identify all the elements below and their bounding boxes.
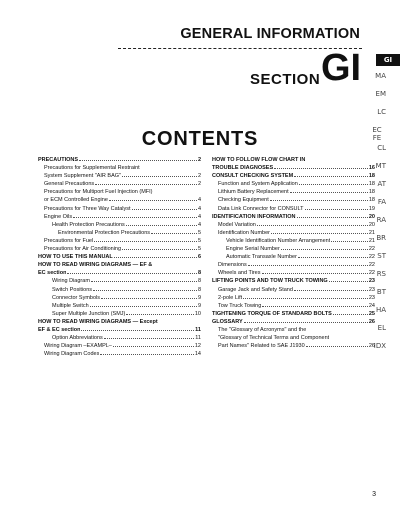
toc-entry-title: HOW TO FOLLOW FLOW CHART IN (212, 157, 306, 163)
toc-entry-page: 12 (194, 343, 201, 350)
toc-leader-dots (132, 209, 197, 210)
toc-entry-page: 23 (368, 294, 375, 301)
toc-entry-title: Lithium Battery Replacement (218, 189, 289, 196)
toc-entry-title: Wiring Diagram –EXAMPL– (44, 343, 112, 350)
toc-entry[interactable] (38, 294, 201, 302)
section-tab[interactable]: RS (376, 270, 386, 278)
toc-entry-page: 5 (197, 229, 201, 236)
section-tab[interactable]: RA (376, 216, 386, 224)
toc-entry-title: HOW TO USE THIS MANUAL (38, 254, 113, 261)
toc-entry[interactable] (38, 302, 201, 310)
toc-entry[interactable] (212, 180, 375, 188)
toc-entry-title: Part Names" Related to SAE J1930 (218, 343, 305, 350)
toc-entry[interactable] (38, 180, 201, 188)
toc-leader-dots (100, 354, 194, 355)
toc-leader-dots (122, 249, 197, 250)
toc-entry[interactable] (212, 294, 375, 302)
toc-entry-title: General Precautions (44, 181, 95, 188)
toc-entry-page: 4 (197, 197, 201, 204)
toc-leader-dots (329, 281, 368, 282)
toc-leader-dots (243, 298, 368, 299)
toc-entry[interactable] (212, 172, 375, 180)
toc-leader-dots (113, 346, 194, 347)
toc-leader-dots (333, 314, 368, 315)
toc-entry-page: 4 (197, 213, 201, 220)
toc-entry-title: GLOSSARY (212, 318, 243, 325)
toc-entry-page: 14 (194, 351, 201, 358)
toc-entry-page: 26 (368, 343, 375, 350)
section-code: GI (321, 47, 362, 89)
toc-leader-dots (248, 265, 368, 266)
toc-entry-title: or ECM Controlled Engine (44, 197, 108, 204)
section-tab[interactable]: BR (376, 234, 386, 242)
toc-entry-page: 4 (197, 221, 201, 228)
toc-entry-title: TROUBLE DIAGNOSES (212, 165, 274, 172)
toc-entry[interactable] (212, 277, 375, 285)
toc-leader-dots (262, 306, 368, 307)
toc-entry-title: Connector Symbols (52, 294, 100, 301)
toc-entry[interactable] (212, 326, 375, 334)
toc-entry-page: 4 (197, 205, 201, 212)
toc-leader-dots (331, 241, 368, 242)
toc-entry-page: 6 (197, 254, 201, 261)
toc-entry[interactable] (212, 310, 375, 318)
toc-entry[interactable] (212, 302, 375, 310)
section-tab[interactable]: FA (377, 198, 386, 206)
toc-leader-dots (257, 225, 368, 226)
toc-leader-dots (67, 273, 197, 274)
toc-entry-page: 18 (368, 173, 375, 180)
toc-entry-page: 26 (368, 318, 375, 325)
toc-entry-page: 23 (368, 286, 375, 293)
toc-entry-title: The "Glossary of Acronyms" and the (218, 326, 307, 333)
toc-entry-title: Dimensions (218, 262, 247, 269)
section-tab[interactable]: AT (377, 180, 386, 188)
toc-entry-page: 22 (368, 254, 375, 261)
toc-entry-page: 11 (195, 326, 201, 333)
toc-entry-page: 18 (368, 189, 375, 196)
toc-leader-dots (114, 257, 197, 258)
toc-entry-title: Function and System Application (218, 181, 298, 188)
toc-entry[interactable] (38, 205, 201, 213)
toc-entry-page: 23 (368, 278, 375, 285)
toc-entry[interactable] (212, 286, 375, 294)
toc-leader-dots (93, 290, 197, 291)
section-tab[interactable]: EM (375, 90, 386, 98)
section-tab[interactable]: EL (377, 324, 386, 332)
toc-entry[interactable] (212, 196, 375, 204)
toc-leader-dots (91, 281, 197, 282)
toc-entry-title: CONSULT CHECKING SYSTEM (212, 173, 294, 180)
toc-leader-dots (151, 233, 197, 234)
section-tab[interactable]: ST (377, 252, 386, 260)
toc-entry-title: Precautions for Air Conditioning (44, 246, 122, 253)
toc-leader-dots (297, 217, 368, 218)
toc-entry-title: Engine Serial Number (226, 246, 280, 253)
toc-entry[interactable] (212, 213, 375, 221)
section-tab[interactable]: IDX (373, 342, 386, 350)
toc-entry-title: Automatic Transaxle Number (226, 254, 297, 261)
toc-leader-dots (90, 306, 197, 307)
header-title: GENERAL INFORMATION (180, 26, 360, 42)
toc-entry-title: Precautions for Fuel (44, 237, 94, 244)
toc-entry-title: Model Variation (218, 221, 256, 228)
toc-entry-title: HOW TO READ WIRING DIAGRAMS — Except (38, 318, 158, 325)
toc-leader-dots (281, 249, 368, 250)
toc-entry-title: Garage Jack and Safety Stand (218, 286, 293, 293)
section-tab[interactable]: MT (375, 162, 386, 170)
toc-entry[interactable] (212, 334, 375, 342)
toc-column-right (212, 156, 375, 350)
toc-entry[interactable] (38, 342, 201, 350)
toc-leader-dots (73, 217, 197, 218)
section-tab[interactable]: HA (375, 306, 386, 314)
toc-leader-dots (81, 330, 194, 331)
toc-leader-dots (126, 314, 194, 315)
toc-entry-page: 25 (368, 310, 375, 317)
toc-entry[interactable] (38, 269, 201, 277)
toc-entry-title: EC section (38, 270, 67, 277)
toc-entry[interactable] (212, 342, 375, 350)
toc-entry-title: Wiring Diagram (52, 278, 90, 285)
toc-entry-title: Multiple Switch (52, 302, 89, 309)
toc-entry[interactable] (38, 196, 201, 204)
section-tab[interactable]: GI (376, 54, 400, 66)
toc-entry-title: Wiring Diagram Codes (44, 351, 100, 358)
toc-leader-dots (79, 160, 197, 161)
toc-entry-page: 5 (197, 237, 201, 244)
toc-entry-page: 11 (195, 335, 201, 342)
toc-leader-dots (104, 338, 195, 339)
toc-entry[interactable] (212, 156, 375, 164)
toc-entry[interactable] (38, 277, 201, 285)
toc-entry-page: 22 (368, 270, 375, 277)
toc-entry-page: 20 (368, 213, 375, 220)
toc-entry-page: 10 (194, 310, 201, 317)
toc-entry-title: "Glossary of Technical Terms and Component (218, 335, 330, 342)
section-tab[interactable]: MA (375, 72, 386, 80)
toc-leader-dots (271, 233, 368, 234)
toc-leader-dots (306, 346, 368, 347)
toc-entry-title: Precautions for Multiport Fuel Injection (MFI) (44, 189, 153, 196)
toc-entry-title: Precautions for Supplemental Restraint (44, 165, 140, 172)
toc-entry[interactable] (38, 245, 201, 253)
toc-entry-page: 2 (197, 157, 201, 163)
toc-entry-page: 8 (197, 286, 201, 293)
section-label: SECTION (250, 71, 321, 88)
toc-entry-title: TIGHTENING TORQUE OF STANDARD BOLTS (212, 310, 332, 317)
toc-entry[interactable] (212, 253, 375, 261)
toc-leader-dots (294, 290, 368, 291)
toc-entry[interactable] (212, 237, 375, 245)
toc-entry-title: Health Protection Precautions (52, 221, 125, 228)
toc-entry-title: 2-pole Lift (218, 294, 243, 301)
toc-entry[interactable] (38, 350, 201, 358)
toc-entry-page: 20 (368, 221, 375, 228)
toc-entry-title: Switch Positions (52, 286, 93, 293)
toc-entry-title: EF & EC section (38, 326, 81, 333)
toc-leader-dots (95, 184, 197, 185)
toc-entry[interactable] (38, 326, 201, 334)
toc-leader-dots (305, 209, 368, 210)
toc-entry-title: Option Abbreviations (52, 335, 103, 342)
toc-entry[interactable] (212, 221, 375, 229)
toc-entry-page: 8 (197, 278, 201, 285)
toc-entry-title: Super Multiple Junction (SMJ) (52, 310, 126, 317)
toc-entry-page: 21 (368, 229, 375, 236)
toc-column-left (38, 156, 201, 358)
toc-leader-dots (299, 184, 368, 185)
toc-entry[interactable] (212, 164, 375, 172)
page-number: 3 (372, 491, 376, 498)
toc-entry[interactable] (38, 164, 201, 172)
toc-entry-title: Data Link Connector for CONSULT (218, 205, 304, 212)
toc-entry-page: 18 (368, 197, 375, 204)
toc-entry[interactable] (38, 286, 201, 294)
toc-entry-page: 18 (368, 181, 375, 188)
toc-entry-title: Environmental Protection Precautions (58, 229, 151, 236)
toc-entry-title: HOW TO READ WIRING DIAGRAMS — EF & (38, 262, 153, 269)
toc-entry[interactable] (212, 245, 375, 253)
toc-entry[interactable] (212, 261, 375, 269)
toc-leader-dots (101, 298, 197, 299)
toc-entry[interactable] (38, 237, 201, 245)
toc-entry-title: Vehicle Identification Number Arrangement (226, 237, 331, 244)
toc-entry[interactable] (38, 334, 201, 342)
toc-entry-page: 8 (197, 270, 201, 277)
section-tab[interactable]: LC (377, 108, 386, 116)
section-tab[interactable]: CL (377, 144, 386, 152)
toc-entry[interactable] (38, 188, 201, 196)
toc-entry[interactable] (38, 318, 201, 326)
toc-leader-dots (274, 168, 368, 169)
toc-entry[interactable] (38, 156, 201, 164)
toc-entry[interactable] (38, 310, 201, 318)
toc-entry-title: Identification Number (218, 229, 270, 236)
toc-leader-dots (244, 322, 368, 323)
toc-leader-dots (270, 200, 368, 201)
section-tab[interactable]: EC FE (372, 126, 382, 142)
toc-leader-dots (126, 225, 197, 226)
toc-entry-page: 22 (368, 246, 375, 253)
toc-entry-page: 2 (197, 181, 201, 188)
toc-entry[interactable] (38, 229, 201, 237)
toc-entry-page: 19 (368, 205, 375, 212)
toc-entry-page: 9 (197, 302, 201, 309)
toc-leader-dots (290, 192, 368, 193)
toc-leader-dots (298, 257, 368, 258)
page-title: CONTENTS (141, 128, 259, 150)
toc-entry[interactable] (38, 253, 201, 261)
toc-entry[interactable] (38, 213, 201, 221)
toc-entry[interactable] (212, 269, 375, 277)
toc-entry[interactable] (38, 261, 201, 269)
toc-entry-page: 21 (368, 237, 375, 244)
section-tab[interactable]: BT (376, 288, 386, 296)
toc-entry-title: IDENTIFICATION INFORMATION (212, 213, 296, 220)
toc-leader-dots (94, 241, 197, 242)
toc-entry-page: 5 (197, 246, 201, 253)
toc-leader-dots (109, 200, 197, 201)
toc-entry-title: Checking Equipment (218, 197, 269, 204)
toc-entry-title: Engine Oils (44, 213, 73, 220)
toc-entry-page: 16 (368, 165, 375, 172)
toc-leader-dots (122, 176, 197, 177)
toc-entry[interactable] (212, 229, 375, 237)
toc-entry[interactable] (212, 318, 375, 326)
toc-entry-title: LIFTING POINTS AND TOW TRUCK TOWING (212, 278, 328, 285)
toc-entry-page: 22 (368, 262, 375, 269)
toc-entry-page: 9 (197, 294, 201, 301)
toc-entry-title: System Supplement "AIR BAG" (44, 173, 121, 180)
toc-entry[interactable] (212, 188, 375, 196)
toc-entry[interactable] (38, 221, 201, 229)
toc-entry-title: Tow Truck Towing (218, 302, 262, 309)
toc-entry-page: 24 (368, 302, 375, 309)
toc-entry-title: Wheels and Tires (218, 270, 261, 277)
toc-entry-title: Precautions for Three Way Catalyst (44, 205, 131, 212)
toc-entry[interactable] (212, 205, 375, 213)
toc-leader-dots (294, 176, 368, 177)
toc-leader-dots (262, 273, 368, 274)
toc-entry-title: PRECAUTIONS (38, 157, 79, 163)
toc-entry[interactable] (38, 172, 201, 180)
toc-entry-page: 2 (197, 173, 201, 180)
